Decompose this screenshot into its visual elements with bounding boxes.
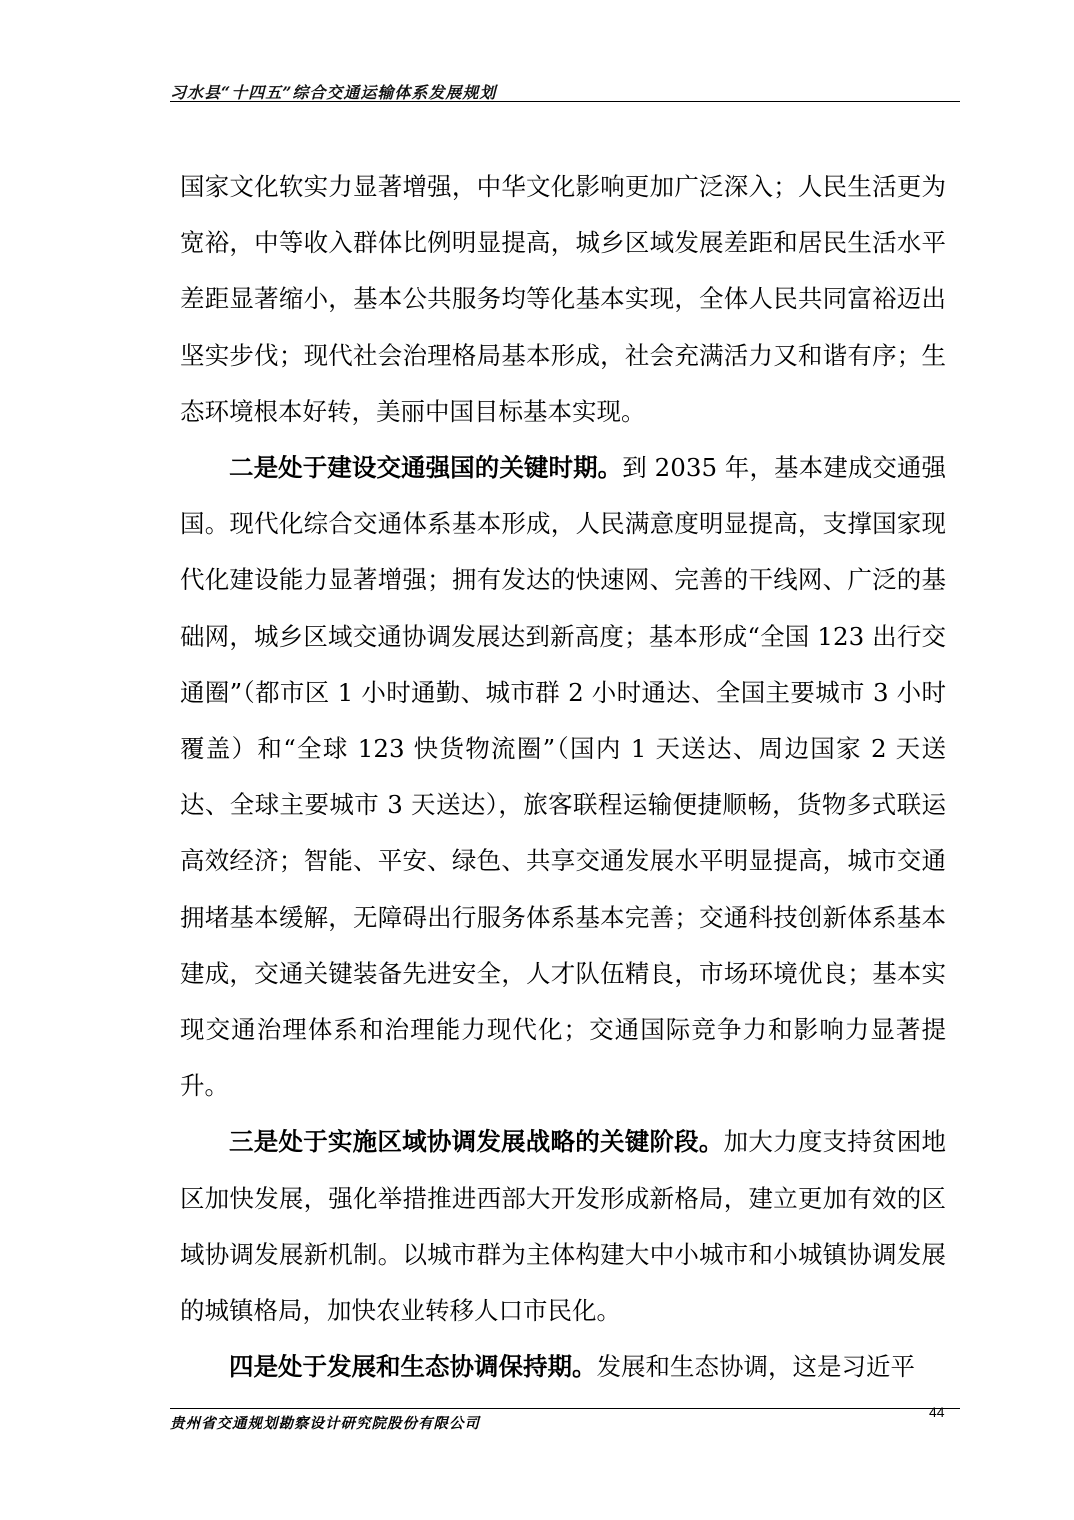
document-body	[180, 159, 946, 1395]
paragraph-body-text: 加大力度支持贫困地区加快发展，强化举措推进西部大开发形成新格局，建立更加有效的区域协调发展新机制。以城市群为主体构建大中小城市和小城镇协调发展的城镇格局，加快农业转移人口市民化。	[180, 1127, 946, 1326]
paragraph-regional-development	[180, 1114, 946, 1339]
footer-divider	[170, 1408, 960, 1409]
paragraph-lead-heading: 四是处于发展和生态协调保持期。	[229, 1352, 597, 1382]
paragraph-body-text: 到 2035 年，基本建成交通强国。现代化综合交通体系基本形成，人民满意度明显提高，支撑国家现代化建设能力显著增强；拥有发达的快速网、完善的干线网、广泛的基础网，城乡区域交通协调发展达到新高度；基本形成“全国 123 出行交通圈”（都市区 1 小时通勤、城市群 2 小时通达、全国主要城市 3 小时覆盖）和“全球 123 快货物流圈”（国内 1 天送达、周边国家 2 天送达、全球主要城市 3 天送达），旅客联程运输便捷顺畅，货物多式联运高效经济；智能、平安、绿色、共享交通发展水平明显提高，城市交通拥堵基本缓解，无障碍出行服务体系基本完善；交通科技创新体系基本建成，交通关键装备先进安全，人才队伍精良，市场环境优良；基本实现交通治理体系和治理能力现代化；交通国际竞争力和影响力显著提升。	[180, 453, 946, 1101]
running-header-title: 习水县“十四五”综合交通运输体系发展规划	[170, 83, 497, 102]
paragraph-body-text: 发展和生态协调，这是习近平	[596, 1352, 915, 1382]
header-divider	[170, 101, 960, 102]
paragraph-lead-heading: 二是处于建设交通强国的关键时期。	[229, 453, 623, 483]
paragraph-ecology	[180, 1339, 946, 1395]
paragraph-continued: 国家文化软实力显著增强，中华文化影响更加广泛深入；人民生活更为宽裕，中等收入群体比例明显提高，城乡区域发展差距和居民生活水平差距显著缩小，基本公共服务均等化基本实现，全体人民共同富裕迈出坚实步伐；现代社会治理格局基本形成，社会充满活力又和谐有序；生态环境根本好转，美丽中国目标基本实现。	[180, 172, 946, 426]
footer-company-name: 贵州省交通规划勘察设计研究院股份有限公司	[170, 1415, 480, 1432]
paragraph-lead-heading: 三是处于实施区域协调发展战略的关键阶段。	[229, 1127, 724, 1157]
page-number: 44	[929, 1404, 945, 1420]
paragraph-transport-power	[180, 440, 946, 1114]
